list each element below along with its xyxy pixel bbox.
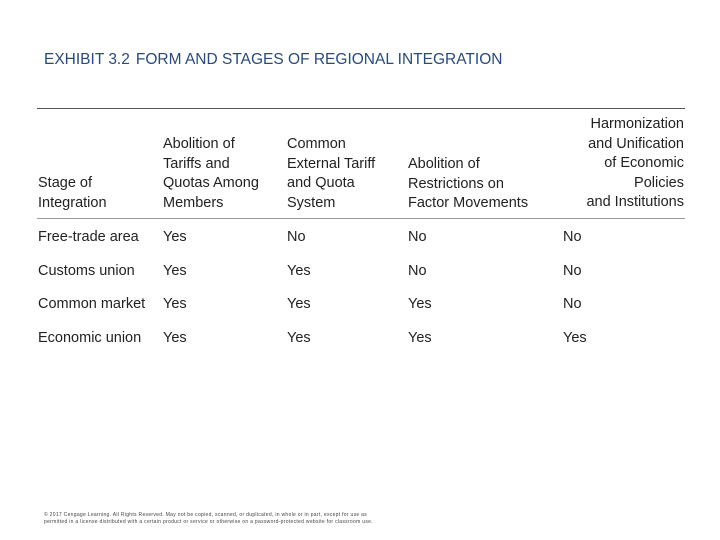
row-value: Yes: [563, 330, 587, 346]
table-top-rule: [37, 108, 685, 109]
row-value: Yes: [163, 296, 187, 312]
header-divider: [37, 218, 685, 219]
row-value: Yes: [163, 330, 187, 346]
row-value: No: [563, 263, 582, 279]
row-value: No: [287, 229, 306, 245]
row-value: Yes: [287, 330, 311, 346]
copyright-notice: © 2017 Cengage Learning. All Rights Reserved. May not be copied, scanned, or duplicated, in whole or in part, except for use as permitted in a license distributed with a certain product or service or otherwise on a password-protected website for classroom use.: [44, 512, 373, 525]
row-stage: Customs union: [38, 263, 135, 279]
header-stage-of-integration: Stage of Integration: [38, 175, 107, 211]
row-stage: Free-trade area: [38, 229, 139, 245]
row-value: Yes: [163, 263, 187, 279]
header-abolition-of-tariffs: Abolition of Tariffs and Quotas Among Members: [163, 136, 259, 211]
header-factor-movements: Abolition of Restrictions on Factor Movements: [408, 156, 529, 211]
row-value: Yes: [287, 296, 311, 312]
row-value: Yes: [163, 229, 187, 245]
exhibit-label: EXHIBIT 3.2: [44, 51, 130, 68]
header-common-external-tariff: Common External Tariff and Quota System: [287, 136, 376, 211]
row-value: No: [408, 229, 427, 245]
row-value: No: [563, 296, 582, 312]
exhibit-heading: FORM AND STAGES OF REGIONAL INTEGRATION: [135, 51, 503, 68]
row-value: Yes: [408, 330, 432, 346]
row-stage: Economic union: [38, 330, 142, 346]
header-harmonization: Harmonization and Unification of Economic Policies and Institutions: [586, 116, 684, 210]
row-value: No: [563, 229, 582, 245]
row-value: No: [408, 263, 427, 279]
row-value: Yes: [408, 296, 432, 312]
row-value: Yes: [287, 263, 311, 279]
row-stage: Common market: [38, 296, 146, 312]
exhibit-title: [44, 51, 502, 69]
